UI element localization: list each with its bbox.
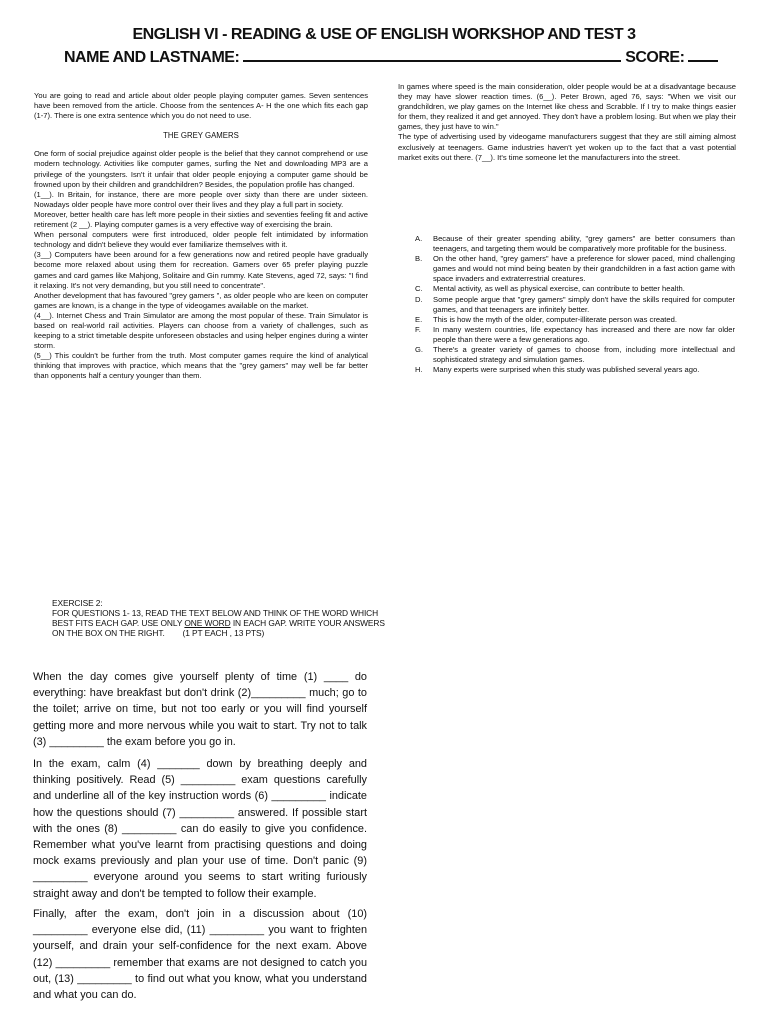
exercise2-instructions-block [52, 598, 392, 638]
option-item [415, 315, 735, 325]
score-blank[interactable] [688, 46, 718, 62]
cloze-text: Finally, after the exam, don't join in a discussion about (10) _________ everyone else did, (11) _________ you want to frighten yourself, and drain your self-confidence for the next exam. Above (12) _________ remember that exams are not designed to catch you out, (13) _________ to find out what you know, what you understand and what you can do. [33, 908, 367, 1002]
article-paragraph: Another development that has favoured "grey gamers ", as older people who are keen on computer games are known, is a change in the type of videogames available on the market. [34, 290, 368, 310]
score-label: SCORE: [625, 49, 685, 66]
option-letter: E. [415, 314, 423, 324]
option-item [415, 325, 735, 345]
option-item [415, 345, 735, 365]
option-text: This is how the myth of the older, computer-illiterate person was created. [433, 314, 677, 324]
option-text: Because of their greater spending ability, "grey gamers" are better consumers than teenagers, and targeting them would be comparatively more profitable for the business. [433, 234, 735, 254]
article-paragraph: (5__) This couldn't be further from the truth. Most computer games require the kind of analytical thinking that improves with practice, which means that the "grey gamers" may well be far better than opponents half a century younger than them. [34, 351, 368, 381]
name-score-line [64, 46, 704, 67]
exercise1-left-column [34, 91, 368, 382]
option-text: Some people argue that "grey gamers" simply don't have the skills required for computer games, and that teenagers are infinitely better. [433, 294, 735, 314]
exercise2-instructions [52, 608, 392, 638]
option-item [415, 295, 735, 315]
cloze-paragraph [33, 669, 367, 750]
exercise1-instructions: You are going to read and article about older people playing computer games. Seven sentences have been removed from the article. Choose from the sentences A- H the one which fits each gap (1-7). There is one extra sentence which you do not need to use. [34, 91, 368, 121]
option-item [415, 365, 735, 375]
option-text: In many western countries, life expectancy has increased and there are now far older people than there were a few generations ago. [433, 324, 735, 344]
exercise2-instr-after: IN EACH GAP. WRITE YOUR ANSWERS ON THE BOX ON THE RIGHT. [52, 618, 385, 638]
article-paragraph: One form of social prejudice against older people is the belief that they cannot comprehend or use modern technology. Activities like computer games, surfing the Net and downloading MP3 are a privilege of the youngsters. Isn't it unfair that older people enjoying a computer game should be frowned upon by their children and grandchildren? Besides, the population profile has changed. [34, 149, 368, 189]
article-title: THE GREY GAMERS [163, 131, 239, 141]
exercise2-points: (1 PT EACH , 13 PTS) [182, 628, 265, 638]
option-text: There's a greater variety of games to choose from, including more intellectual and sophisticated strategy and simulation games. [433, 345, 735, 365]
cloze-paragraph [33, 756, 367, 902]
option-item [415, 284, 735, 294]
option-letter: C. [415, 284, 423, 294]
cloze-paragraph [33, 906, 367, 1003]
cloze-text: In the exam, calm (4) _______ down by breathing deeply and thinking positively. Read (5) _________ exam questions carefully and underline all of the key instruction words (6) _________ indicate how the questions should (7) _________ answered. If possible start with the ones (8) _________ can do easily to give you confidence. Remember what you've learnt from practising questions and doing mock exams previously and plan your use of time. Don't panic (9) _________ everyone around you seems to start writing furiously straight away and don't be tempted to follow their example. [33, 758, 367, 900]
exercise2-instr-before: FOR QUESTIONS 1- 13, READ THE TEXT BELOW AND THINK OF THE WORD WHICH BEST FITS EACH GAP. USE ONLY [52, 608, 379, 628]
exercise2-instr-underline: ONE WORD [184, 618, 231, 628]
option-text: Many experts were surprised when this study was published several years ago. [433, 365, 700, 375]
cloze-text: When the day comes give yourself plenty of time (1) ____ do everything: have breakfast but don't drink (2)_________ much; go to the toilet; arrive on time, but not too early or you will find yourself getting more and more nervous while you wait to start. Try not to talk (3) _________ the exam before you go in. [33, 671, 367, 748]
options-list [415, 234, 735, 375]
option-letter: D. [415, 294, 423, 304]
option-letter: F. [415, 324, 421, 334]
option-text: Mental activity, as well as physical exercise, can contribute to better health. [433, 284, 685, 294]
exercise2-heading: EXERCISE 2: [52, 598, 103, 608]
option-letter: B. [415, 254, 423, 264]
option-text: On the other hand, "grey gamers" have a preference for slower paced, mind challenging games and would not mind being beaten by their grandchildren in a fast action game with space invaders and extraterrestrial creatures. [433, 254, 735, 284]
name-blank[interactable] [243, 46, 621, 62]
option-letter: G. [415, 345, 424, 355]
exercise1-right-column [398, 82, 736, 163]
article-paragraph: The type of advertising used by videogame manufacturers suggest that they are still aiming almost exclusively at teenagers. Game industries haven't yet woken up to the fact that a vast potential market exits out there. (7__). It's time someone let the manufacturers into the street. [398, 132, 736, 162]
article-paragraph: (1__). In Britain, for instance, there are more people over sixty than there are under sixteen. Nowadays older people have more control over their lives and they play a full part in society. [34, 189, 368, 209]
name-label: NAME AND LASTNAME: [64, 49, 240, 66]
option-item [415, 254, 735, 284]
article-paragraph: In games where speed is the main consideration, older people would be at a disadvantage because they may have slower reaction times. (6__). Peter Brown, aged 76, says: "When we visit our grandchildren, we play games on the Internet like chess and Scrabble. If I try to make things easier for them, they realized it and get annoyed. They don't have a problem losing. But when we play their games, they just have to win." [398, 82, 736, 132]
article-paragraph: Moreover, better health care has left more people in their sixties and seventies feeling fit and active retirement (2 __). Playing computer games is a very effective way of exercising the brain. [34, 209, 368, 230]
article-paragraph: (3__) Computers have been around for a few generations now and retired people have gradually become more relaxed about using them for recreation. Gamers over 65 prefer playing puzzle games and card games like Mahjong, Solitaire and Gin rummy. Kate Stevens, aged 72, says: "I find it relaxing. It's not very demanding, but you still need to concentrate". [34, 250, 368, 290]
option-letter: A. [415, 234, 423, 243]
article-paragraph: When personal computers were first introduced, older people felt intimidated by information technology and didn't believe they would ever familiarize themselves with it. [34, 230, 368, 250]
page-title: ENGLISH VI - READING & USE OF ENGLISH WORKSHOP AND TEST 3 [132, 26, 636, 43]
article-paragraph: (4__). Internet Chess and Train Simulator are among the most popular of these. Train Simulator is based on real-world rail activities. Players can choose from a variety of challenges, such as keeping to a strict timetable despite unforeseen obstacles and using helper engines during a winter storm. [34, 310, 368, 351]
option-item [415, 234, 735, 254]
option-letter: H. [415, 365, 423, 375]
